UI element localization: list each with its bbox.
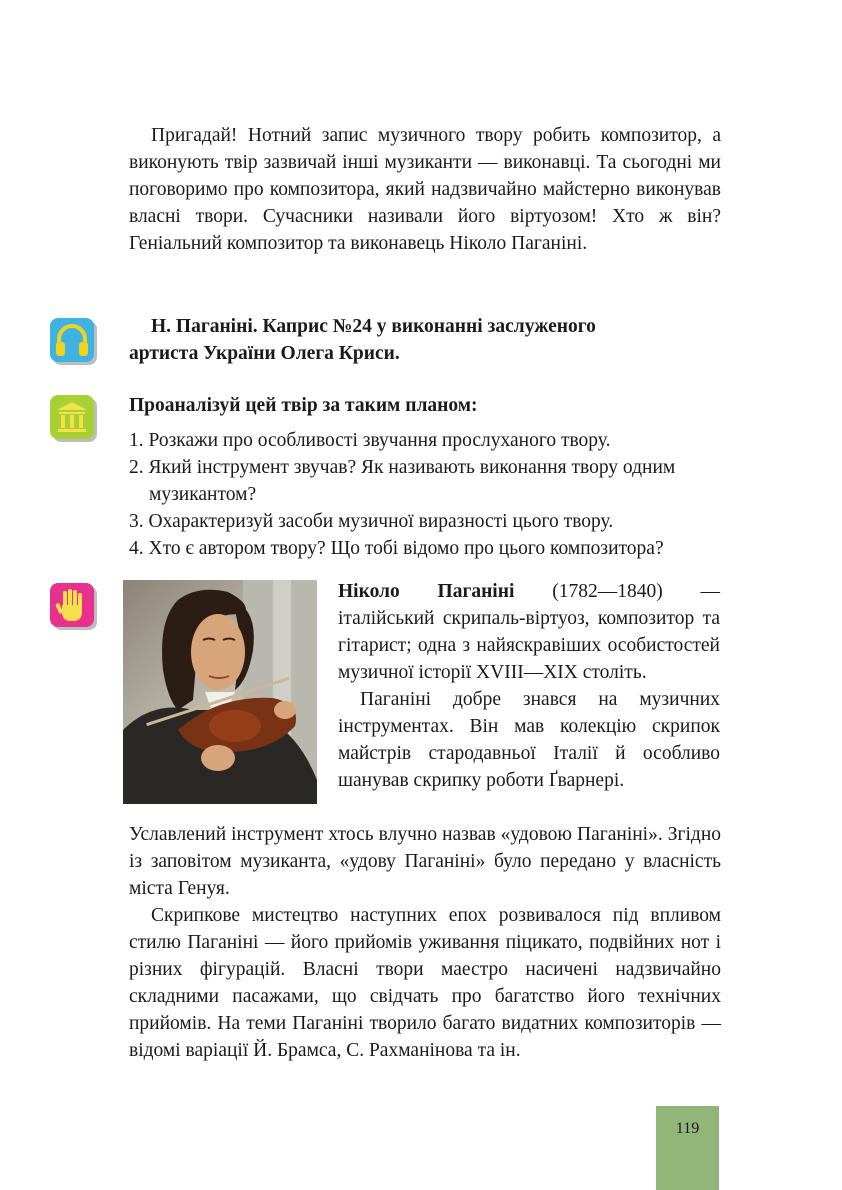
page-number: 119: [656, 1106, 719, 1190]
paganini-portrait: [123, 580, 317, 804]
bio-paragraph-1-text: (1782—1840) — італійський скрипаль-віртуоз, композитор та гітарист; одна з найяскравіших особистостей музичної історії XVIII—XIX століть.: [338, 581, 720, 683]
intro-text: Пригадай! Нотний запис музичного твору робить композитор, а виконують твір зазвичай інші музиканти — виконавці. Та сьогодні ми поговоримо про композитора, який надзвичайно майстерно виконував власні твори. Сучасники називали його віртуозом! Хто ж він? Геніальний композитор та виконавець Ніколо Паганіні.: [129, 125, 721, 254]
listening-line-1: Н. Паганіні. Каприс №24 у виконанні заслуженого: [151, 316, 596, 337]
hand-icon: [50, 583, 94, 627]
bio-paragraph-2-continued: Уславлений інструмент хтось влучно назвав «удовою Паганіні». Згідно із заповітом музиканта, «удову Паганіні» було передано у власність міста Генуя.: [129, 824, 721, 899]
composer-name: Ніколо Паганіні: [338, 581, 515, 602]
listening-line-2: артиста України Олега Криси.: [129, 343, 400, 364]
bio-full-text: [129, 821, 721, 1064]
bio-side-text: [338, 578, 720, 794]
list-item: 2. Який інструмент звучав? Як називають виконання твору одним музикантом?: [129, 457, 676, 505]
list-item: 4. Хто є автором твору? Що тобі відомо про цього композитора?: [129, 538, 664, 559]
list-item: 3. Охарактеризуй засоби музичної виразності цього твору.: [129, 511, 614, 532]
bio-paragraph-2-side: Паганіні добре знався на музичних інструментах. Він мав колекцію скрипок майстрів стародавньої Італії й особливо шанував скрипку роботи Ґварнері.: [338, 689, 720, 791]
intro-paragraph: [129, 122, 721, 257]
listening-task: [129, 313, 729, 367]
bio-paragraph-3: Скрипкове мистецтво наступних епох розвивалося під впливом стилю Паганіні — його прийомів уживання піцикато, подвійних нот і різних фігурацій. Власні твори маестро насичені надзвичайно складними пасажами, що свідчать про багатство його технічних прийомів. На теми Паганіні творило багато видатних композиторів — відомі варіації Й. Брамса, С. Рахманінова та ін.: [129, 905, 721, 1061]
museum-icon: [50, 395, 94, 439]
bio-paragraph-1: [338, 578, 720, 686]
analysis-plan-list: [129, 427, 729, 562]
list-item: 1. Розкажи про особливості звучання прослуханого твору.: [129, 430, 611, 451]
headphones-icon: [50, 318, 94, 362]
task-title: Проаналізуй цей твір за таким планом:: [129, 395, 478, 416]
